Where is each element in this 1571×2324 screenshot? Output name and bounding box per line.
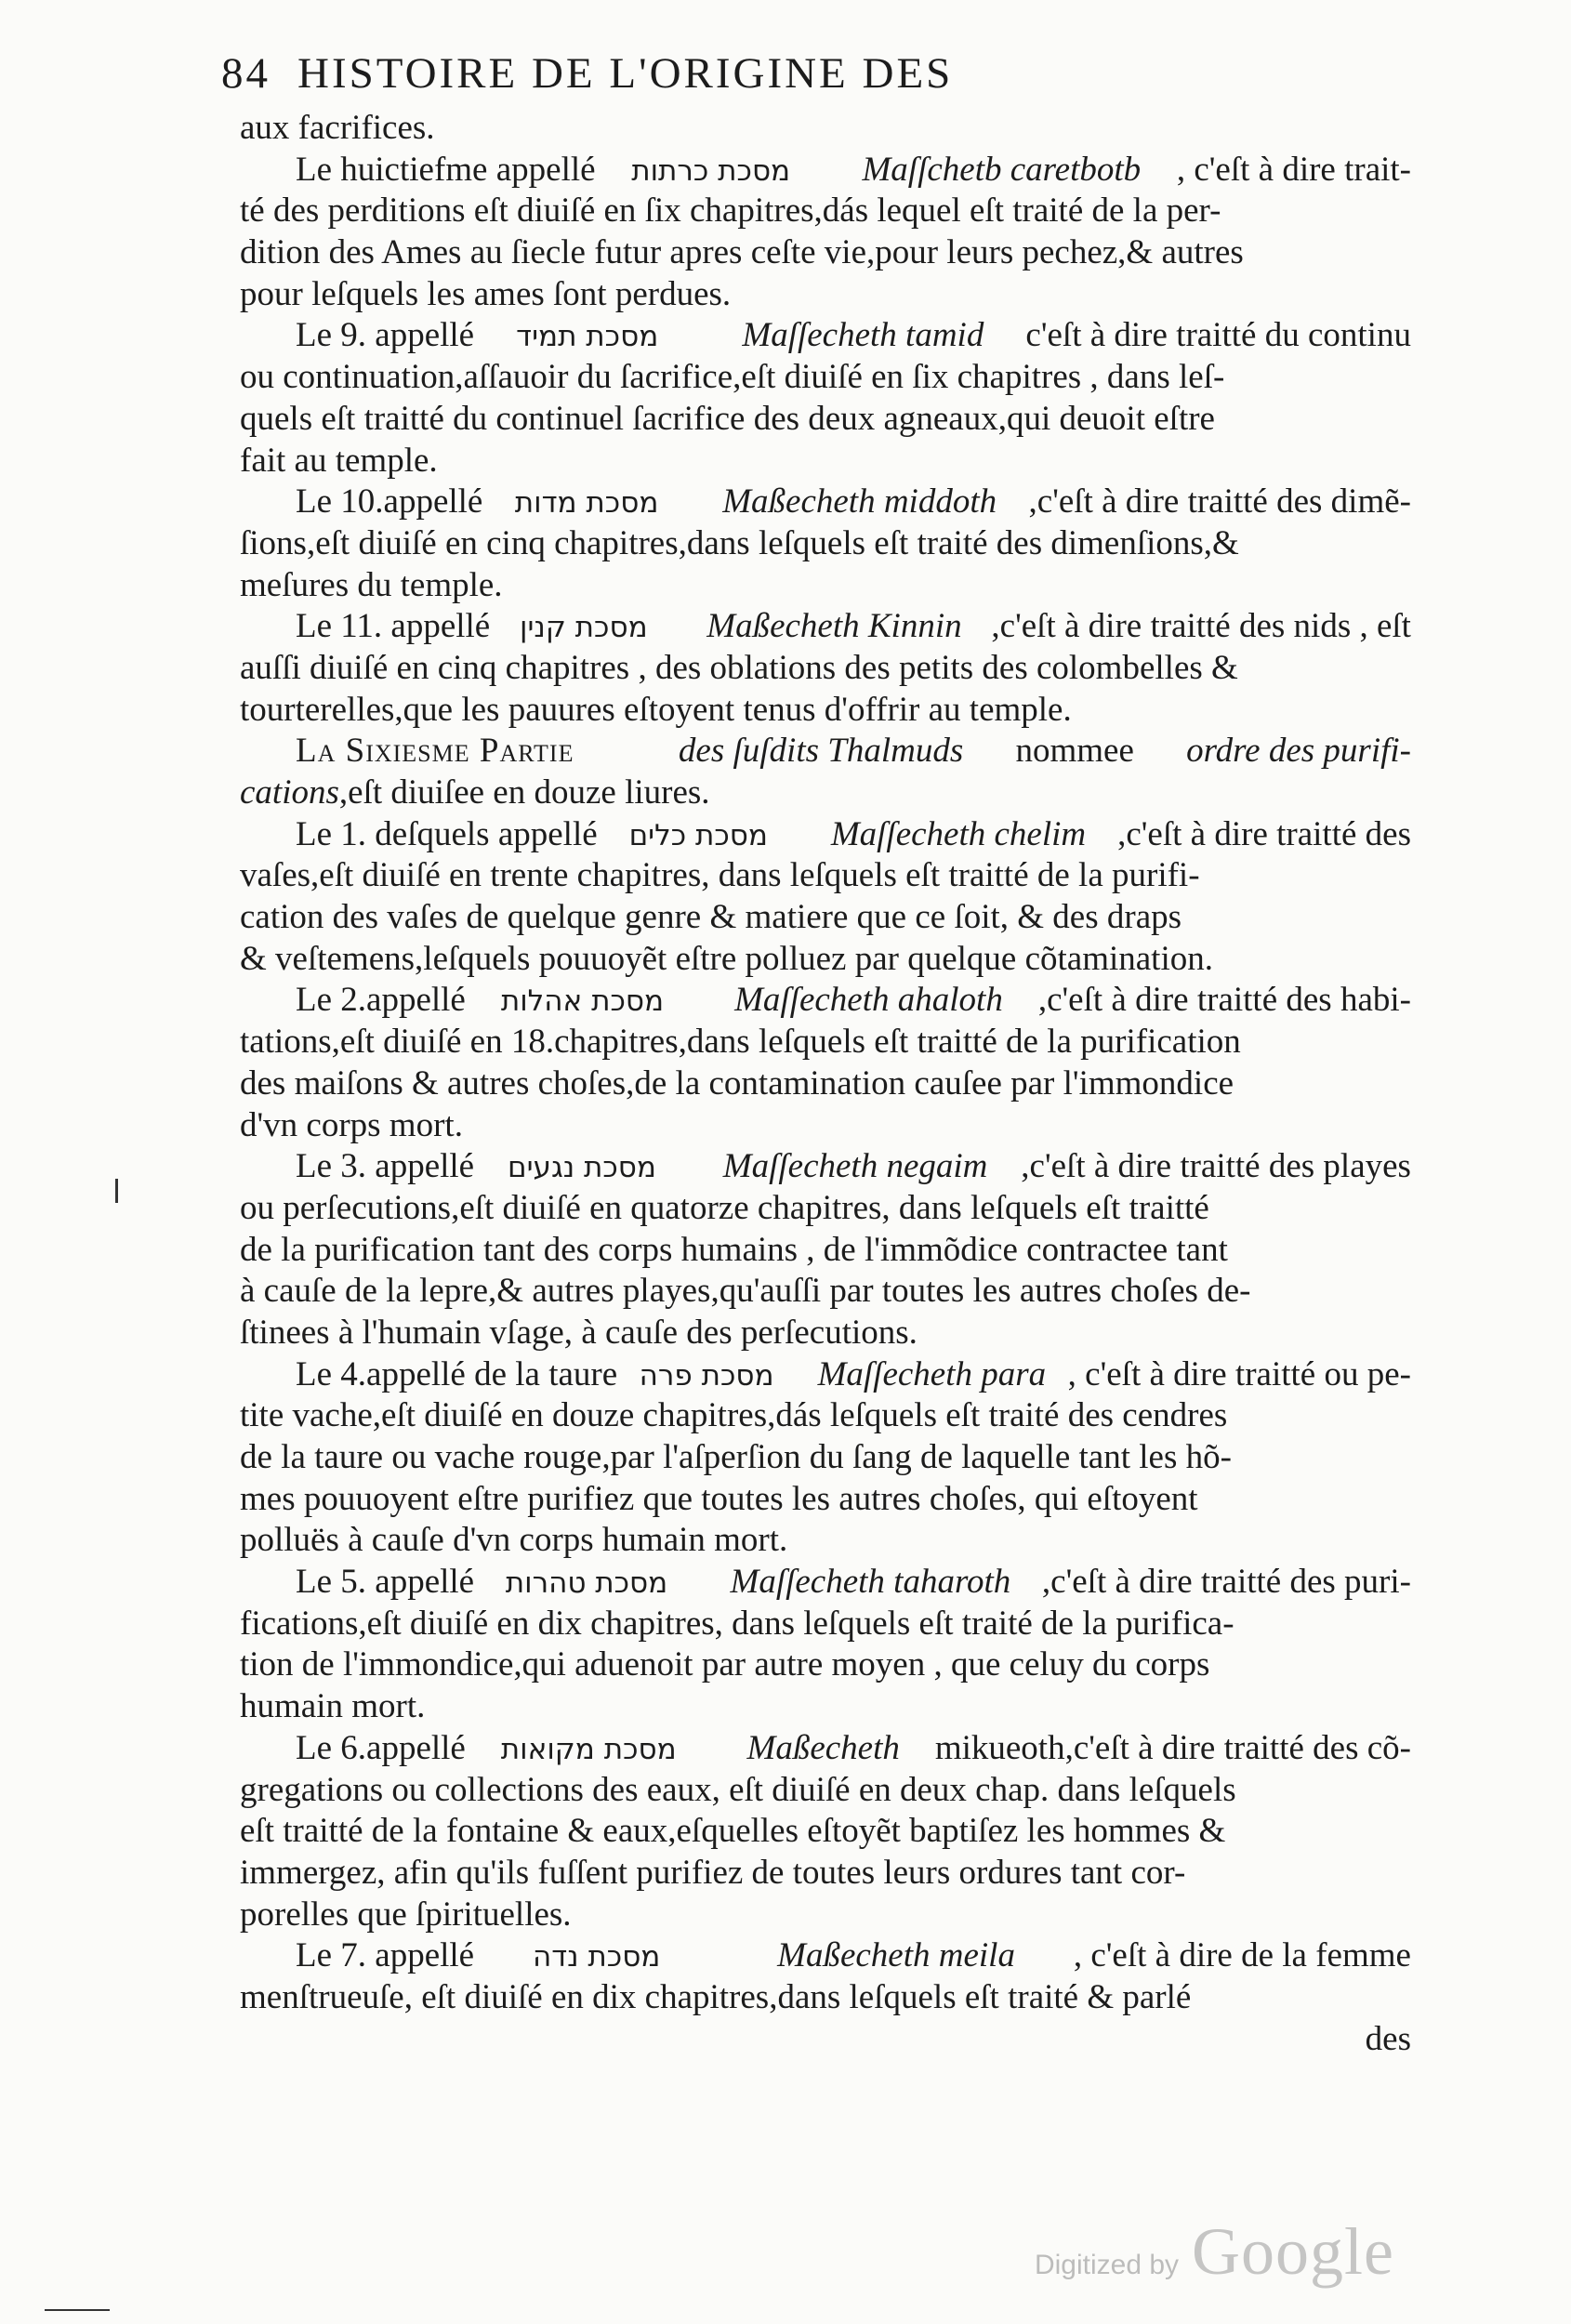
text-run: immergez, afin qu'ils fuſſent purifiez de toutes leurs ordures tant cor- — [240, 1853, 1186, 1892]
text-run: tations,eſt diuiſé en 18.chapitres,dans leſquels eſt traitté de la purification — [240, 1023, 1241, 1062]
italic-term: Maſſecheth chelim — [830, 814, 1087, 853]
text-run: Le 4.appellé de la taure — [296, 1354, 618, 1393]
text-run: & veſtemens,leſquels pouuoyẽt eſtre polluez par quelque cõtamination. — [240, 939, 1213, 978]
text-line — [240, 980, 1411, 1022]
text-run: ,c'eſt à dire traitté des nids , eſt — [991, 607, 1411, 646]
italic-term: Maßecheth middoth — [722, 482, 997, 522]
text-run: ,c'eſt à dire traitté des dimẽ- — [1028, 482, 1411, 522]
text-run: eſt traitté de la fontaine & eaux,eſquelles eſtoyẽt baptiſez les hommes & — [240, 1812, 1226, 1851]
text-run: ,eſt diuiſee en douze liures. — [338, 773, 710, 812]
text-line — [240, 1437, 1411, 1479]
italic-term: cations — [240, 773, 339, 812]
text-line — [240, 1395, 1411, 1437]
text-run: Le 6.appellé — [296, 1728, 466, 1767]
text-run: ou perſecutions,eſt diuiſé en quatorze chapitres, dans leſquels eſt traitté — [240, 1188, 1209, 1227]
italic-term: des ſuſdits Thalmuds — [678, 732, 964, 771]
text-line — [240, 482, 1411, 523]
text-run: tite vache,eſt diuiſé en douze chapitres,dás leſquels eſt traité des cendres — [240, 1396, 1228, 1435]
running-header — [221, 48, 1411, 108]
text-line — [240, 1105, 1411, 1147]
text-run: mikueoth,c'eſt à dire traitté des cõ- — [934, 1728, 1411, 1767]
text-run: humain mort. — [240, 1687, 426, 1726]
text-line — [240, 1354, 1411, 1396]
margin-mark — [115, 1179, 118, 1203]
margin-mark — [45, 2309, 110, 2311]
text-run: , c'eſt à dire trait- — [1176, 150, 1411, 189]
text-run: dition des Ames au ſiecle futur apres ceſte vie,pour leurs pechez,& autres — [240, 233, 1244, 272]
text-run: auſſi diuiſé en cinq chapitres , des oblations des petits des colombelles & — [240, 648, 1238, 687]
text-line — [240, 315, 1411, 357]
text-line — [240, 772, 1411, 814]
text-run: Le 9. appellé — [296, 316, 475, 355]
text-line — [240, 1022, 1411, 1063]
text-line — [240, 1686, 1411, 1728]
text-run: Le 11. appellé — [296, 607, 491, 646]
text-run: mes pouuoyent eſtre purifiez que toutes les autres choſes, qui eſtoyent — [240, 1479, 1198, 1518]
text-run: d'vn corps mort. — [240, 1105, 463, 1144]
text-run: ,c'eſt à dire traitté des puri- — [1041, 1563, 1411, 1602]
italic-term: Maſſecheth tamid — [742, 316, 984, 355]
digitized-watermark — [1035, 2213, 1394, 2291]
text-line — [240, 1188, 1411, 1230]
text-run: polluës à cauſe d'vn corps humain mort. — [240, 1521, 788, 1560]
italic-term: ordre des purifi- — [1186, 732, 1411, 771]
text-run: té des perditions eſt diuiſé en ſix chapitres,dás lequel eſt traité de la per- — [240, 191, 1221, 231]
hebrew-title: מסכת נגעים — [508, 1151, 656, 1185]
text-line — [240, 606, 1411, 648]
text-run: tourterelles,que les pauures eſtoyent tenus d'offrir au temple. — [240, 690, 1072, 729]
text-run: fait au temple. — [240, 441, 438, 480]
text-run: nommee — [1015, 732, 1134, 771]
text-run: ou continuation,aſſauoir du ſacrifice,eſt diuiſé en ſix chapitres , dans leſ- — [240, 358, 1225, 397]
hebrew-title: מסכת פרה — [639, 1358, 774, 1393]
body-text — [240, 108, 1411, 2060]
text-run: quels eſt traitté du continuel ſacrifice des deux agneaux,qui deuoit eſtre — [240, 399, 1215, 438]
text-line — [240, 274, 1411, 316]
text-line — [240, 150, 1411, 191]
text-run: , c'eſt à dire de la femme — [1073, 1936, 1411, 1975]
running-title: HISTOIRE DE L'ORIGINE DES — [297, 49, 954, 98]
hebrew-title: מסכת כלים — [628, 818, 768, 852]
text-run: ſions,eſt diuiſé en cinq chapitres,dans leſquels eſt traité des dimenſions,& — [240, 523, 1239, 562]
italic-term: Maſſecheth para — [817, 1354, 1047, 1393]
text-line — [240, 2019, 1411, 2061]
hebrew-title: מסכת טהרות — [505, 1566, 668, 1601]
text-line — [240, 1728, 1411, 1770]
text-line — [240, 1895, 1411, 1936]
text-run: menſtrueuſe, eſt diuiſé en dix chapitres,dans leſquels eſt traité & parlé — [240, 1977, 1192, 2016]
text-run: ,c'eſt à dire traitté des playes — [1021, 1147, 1411, 1186]
text-line — [240, 731, 1411, 772]
hebrew-title: מסכת נדה — [532, 1940, 661, 1974]
text-line — [240, 1146, 1411, 1188]
text-run: des — [1365, 2019, 1411, 2058]
text-run: ,c'eſt à dire traitté des habi- — [1037, 981, 1411, 1020]
text-run: ſtinees à l'humain vſage, à cauſe des perſecutions. — [240, 1313, 918, 1352]
text-line — [240, 565, 1411, 607]
text-line — [240, 1271, 1411, 1313]
text-run: aux facrifices. — [240, 109, 435, 147]
text-line — [240, 648, 1411, 690]
italic-term: Maſſchetb caretbotb — [862, 150, 1142, 189]
text-line — [240, 690, 1411, 732]
text-run: vaſes,eſt diuiſé en trente chapitres, dans leſquels eſt traitté de la purifi- — [240, 856, 1200, 895]
text-run: gregations ou collections des eaux, eſt diuiſé en deux chap. dans leſquels — [240, 1770, 1236, 1809]
text-run: ,c'eſt à dire traitté des — [1117, 814, 1411, 853]
text-line — [240, 1770, 1411, 1812]
text-run: Le 1. deſquels appellé — [296, 814, 598, 853]
text-run: Le 3. appellé — [296, 1147, 475, 1186]
italic-term: Maſſecheth ahaloth — [734, 981, 1003, 1020]
text-run: , c'eſt à dire traitté ou pe- — [1067, 1354, 1411, 1393]
text-line — [240, 399, 1411, 441]
text-run: tion de l'immondice,qui aduenoit par autre moyen , que celuy du corps — [240, 1645, 1210, 1684]
text-line — [240, 191, 1411, 232]
text-line — [240, 357, 1411, 399]
text-run: des maiſons & autres choſes,de la contamination cauſee par l'immondice — [240, 1063, 1234, 1103]
text-line — [240, 232, 1411, 274]
text-run: Le huictiefme appellé — [296, 150, 596, 189]
text-run: pour leſquels les ames ſont perdues. — [240, 274, 732, 313]
text-run: de la purification tant des corps humains , de l'immõdice contractee tant — [240, 1230, 1228, 1269]
text-line — [240, 1853, 1411, 1895]
text-run: cation des vaſes de quelque genre & matiere que ce ſoit, & des draps — [240, 898, 1182, 937]
watermark-label: Digitized by — [1034, 2250, 1180, 2280]
text-line — [240, 1230, 1411, 1272]
text-line — [240, 441, 1411, 482]
text-run: Le 10.appellé — [296, 482, 483, 522]
page-number: 84 — [221, 49, 271, 98]
text-line — [240, 1479, 1411, 1521]
text-run: fications,eſt diuiſé en dix chapitres, dans leſquels eſt traité de la purifica- — [240, 1604, 1234, 1643]
text-run: meſures du temple. — [240, 565, 503, 604]
text-line — [240, 1977, 1411, 2019]
text-line — [240, 1562, 1411, 1604]
text-line — [240, 814, 1411, 856]
italic-term: Maſſecheth taharoth — [730, 1563, 1011, 1602]
text-line — [240, 108, 1411, 150]
google-logo: Google — [1192, 2214, 1394, 2289]
text-line — [240, 855, 1411, 897]
text-run: c'eſt à dire traitté du continu — [1025, 316, 1411, 355]
hebrew-title: מסכת מדות — [514, 486, 659, 521]
text-line — [240, 1063, 1411, 1105]
hebrew-title: מסכת כרתות — [631, 153, 791, 188]
text-line — [240, 1935, 1411, 1977]
text-run: à cauſe de la lepre,& autres playes,qu'auſſi par toutes les autres choſes de- — [240, 1272, 1251, 1311]
text-line — [240, 897, 1411, 939]
text-run: de la taure ou vache rouge,par l'aſperſion du ſang de laquelle tant les hõ- — [240, 1438, 1232, 1476]
text-line — [240, 1520, 1411, 1562]
hebrew-title: מסכת קנין — [520, 611, 648, 645]
hebrew-title: מסכת אהלות — [500, 984, 665, 1019]
section-heading: La Sixiesme Partie — [296, 732, 574, 771]
text-line — [240, 1604, 1411, 1645]
italic-term: Maßecheth Kinnin — [706, 607, 962, 646]
text-line — [240, 939, 1411, 981]
text-run: porelles que ſpirituelles. — [240, 1895, 572, 1934]
italic-term: Maßecheth — [746, 1728, 900, 1767]
text-line — [240, 1644, 1411, 1686]
text-run: Le 2.appellé — [296, 981, 466, 1020]
italic-term: Maßecheth meila — [777, 1936, 1015, 1975]
italic-term: Maſſecheth negaim — [722, 1147, 988, 1186]
hebrew-title: מסכת מקואות — [500, 1732, 677, 1766]
hebrew-title: מסכת תמיד — [516, 320, 659, 354]
text-line — [240, 1811, 1411, 1853]
text-run: Le 7. appellé — [296, 1936, 475, 1975]
text-line — [240, 1313, 1411, 1354]
text-line — [240, 523, 1411, 565]
text-run: Le 5. appellé — [296, 1563, 475, 1602]
